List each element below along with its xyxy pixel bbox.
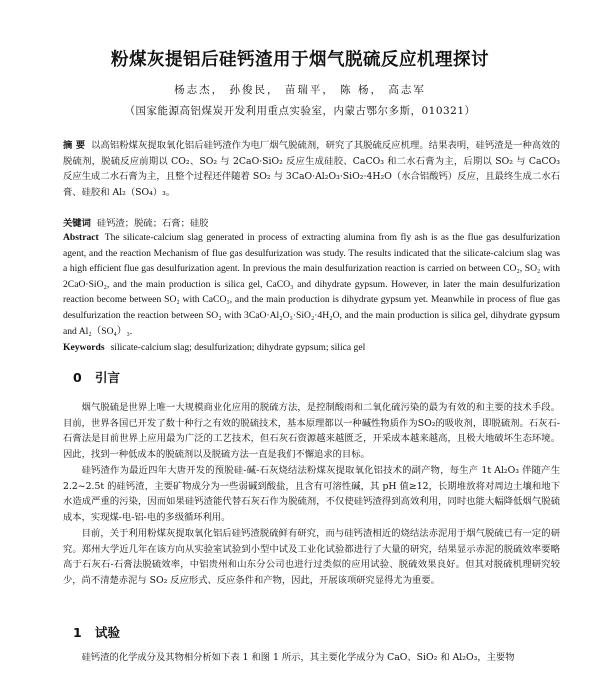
keywords-en-label: Keywords — [63, 342, 105, 353]
body-paragraph: 硅钙渣作为最近四年大唐开发的预脱硅-碱-石灰烧结法粉煤灰提取氧化铝技术的副产物，每生产 1t Al₂O₃ 伴随产生 2.2~2.5t 的硅钙渣，主要矿物成分为一些弱碱到酸盐，且含有可溶性碱，其 pH 值≥12，长期堆放将对周边土壤和地下水造成严重的污染，因而如果硅钙渣能代替石灰石作为脱硫剂，不仅使硅钙渣得到高效利用，同时也能大幅降低烟气脱硫成本，实现煤-电-铝-电的多级循环利用。 — [63, 465, 560, 523]
keywords-en-text: silicate-calcium slag; desulfurization; dihydrate gypsum; silica gel — [110, 342, 366, 353]
body-paragraph: 硅钙渣的化学成分及其物相分析如下表 1 和图 1 所示，其主要化学成分为 CaO、SiO₂ 和 Al₂O₃，主要物 — [81, 652, 515, 663]
section-heading-intro — [73, 368, 120, 386]
keywords-cn-label: 关键词 — [63, 218, 91, 229]
abstract-en-text: The silicate-calcium slag generated in process of extracting alumina from fly ash is as the flue gas desulfurization agent, and the reaction Mechanism of flue gas desulfurization was study. The results indicated that the silicate-calcium slag was a high efficient flue gas desulfurization agent. In previous the main desulfurization reaction is carried on between CO₂, SO₂ with 2CaO·SiO₂, and the main production is silica gel, CaCO₃ and dihydrate gypsum. However, in later the main desulfurization reaction become between SO₂ with CaCO₃, and the main production is dihydrate gypsum yet. Meanwhile in process of flue gas desulfurization the reaction between SO₂ with 3CaO·Al₂O₃·SiO₂·4H₂O, and the main production is silica gel, dihydrate gypsum and Al₂（SO₄）₃. — [63, 232, 560, 337]
affiliation: （国家能源高铝煤炭开发利用重点实验室，内蒙古鄂尔多斯，010321） — [124, 105, 476, 117]
abstract-cn-text: 以高铝粉煤灰提取氧化铝后硅钙渣作为电厂烟气脱硫剂，研究了其脱硫反应机理。结果表明，硅钙渣是一种高效的脱硫剂，脱硫反应前期以 CO₂、SO₂ 与 2CaO·SiO₂ 反应生成硅胶、CaCO₃ 和二水石膏为主，后期以 SO₂ 与 CaCO₃ 反应生成二水石膏为主，且整个过程还伴随着 SO₂ 与 3CaO·Al₂O₃·SiO₂·4H₂O（水合铝酸钙）反应，且最终生成二水石膏、硅胶和 Al₂（SO₄）₃。 — [63, 140, 560, 198]
keywords-en — [63, 340, 560, 356]
body-paragraph: 烟气脱硫是世界上唯一大规模商业化应用的脱硫方法，是控制酸雨和二氧化硫污染的最为有效的和主要的技术手段。目前，世界各国已开发了数十种行之有效的脱硫技术，基本原理都以一种碱性物质作为SO₂的吸收剂，即脱硫剂。石灰石-石膏法是目前世界上应用最为广泛的工艺技术，但石灰石资源越来越匮乏，开采成本越来越高，且极大地破坏生态环境。因此，找到一种低成本的脱硫剂以及脱硫方法一直是我们不懈追求的目标。 — [63, 402, 560, 460]
abstract-en — [63, 230, 560, 339]
paper-title: 粉煤灰提铝后硅钙渣用于烟气脱硫反应机理探讨 — [111, 50, 489, 70]
section-number: 1 — [73, 625, 82, 640]
keywords-cn-text: 硅钙渣；脱硫；石膏；硅胶 — [96, 218, 209, 229]
author-list: 杨志杰， 孙俊民， 苗瑞平， 陈 杨， 高志军 — [174, 84, 426, 96]
abstract-cn — [63, 138, 560, 200]
section-title: 试验 — [95, 625, 121, 640]
body-paragraph: 目前，关于利用粉煤灰提取氧化铝后硅钙渣脱硫鲜有研究，而与硅钙渣相近的烧结法赤泥用于烟气脱硫已有一定的研究。郑州大学近几年在该方向从实验室试验到小型中试及工业化试验都进行了大量的研究，结果显示赤泥的脱硫效率要略高于石灰石-石膏法脱硫效率，中铝贵州和山东分公司也进行过类似的应用试验、脱硫效果良好。但其对脱硫机理研究较少，尚不清楚赤泥与 SO₂ 反应形式、反应条件和产物，因此，开展该项研究显得尤为重要。 — [63, 528, 560, 586]
abstract-en-label: Abstract — [63, 232, 99, 243]
abstract-cn-label: 摘 要 — [63, 140, 86, 151]
section-title: 引言 — [95, 370, 121, 385]
section-number: 0 — [73, 370, 82, 385]
section-heading-experiment — [73, 623, 120, 641]
